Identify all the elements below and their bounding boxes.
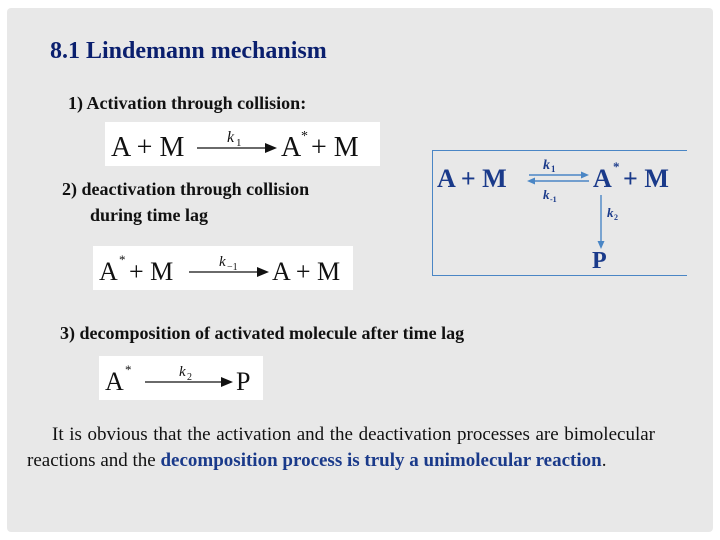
step-2-label xyxy=(62,176,309,228)
step-2-line2: during time lag xyxy=(90,205,209,225)
eq3-lhs: A xyxy=(105,367,124,396)
eq1-k-sub: 1 xyxy=(236,137,242,149)
eq1-k: k xyxy=(227,129,235,146)
diagram-activated: A xyxy=(593,164,612,193)
eq1-star: * xyxy=(301,129,308,144)
diagram-k-forward-sub: 1 xyxy=(551,164,556,174)
diagram-k-down-sub: 2 xyxy=(614,213,618,222)
eq3-k: k xyxy=(179,364,186,380)
equation-activation xyxy=(105,122,380,166)
eq2-lhs-a: A xyxy=(99,257,118,286)
eq3-k-sub: 2 xyxy=(187,372,192,383)
diagram-reverse-arrowhead xyxy=(527,178,535,185)
eq1-arrowhead xyxy=(265,143,277,153)
diagram-k-reverse: k xyxy=(543,187,550,202)
diagram-star: * xyxy=(613,159,620,174)
eq2-k-sub: −1 xyxy=(227,262,238,273)
eq2-star: * xyxy=(119,252,126,267)
step-3-label: 3) decomposition of activated molecule after time lag xyxy=(60,323,465,343)
eq3-rhs: P xyxy=(236,367,251,396)
eq2-rhs: A + M xyxy=(272,257,341,286)
summary-text: It is obvious that the activation and the deactivation processes are bimolecular reactions and the xyxy=(27,424,655,471)
summary-paragraph xyxy=(27,422,655,474)
diagram-forward-arrowhead xyxy=(581,172,589,179)
slide-title: 8.1 Lindemann mechanism xyxy=(50,38,327,64)
equation-deactivation xyxy=(93,246,353,290)
mechanism-diagram xyxy=(432,150,687,276)
diagram-k-reverse-sub: -1 xyxy=(550,195,557,204)
summary-highlight: decomposition process is truly a unimolecular reaction xyxy=(160,450,602,471)
diagram-k-down: k xyxy=(607,205,614,220)
eq3-star: * xyxy=(125,362,132,377)
diagram-product: P xyxy=(592,248,607,274)
step-2-line1: 2) deactivation through collision xyxy=(62,179,310,199)
summary-end: . xyxy=(601,450,607,471)
eq1-lhs: A + M xyxy=(111,132,185,163)
eq2-lhs-b: + M xyxy=(129,257,174,286)
eq2-k: k xyxy=(219,254,226,270)
step-1-label: 1) Activation through collision: xyxy=(68,93,307,113)
diagram-k-forward: k xyxy=(543,158,550,173)
eq3-arrowhead xyxy=(221,377,233,387)
eq1-rhs-b: + M xyxy=(311,132,359,163)
equation-decomposition xyxy=(99,356,263,400)
eq1-rhs-a: A xyxy=(281,132,302,163)
diagram-reactants: A + M xyxy=(437,164,507,193)
eq2-arrowhead xyxy=(257,267,269,277)
diagram-activated-m: + M xyxy=(623,164,669,193)
